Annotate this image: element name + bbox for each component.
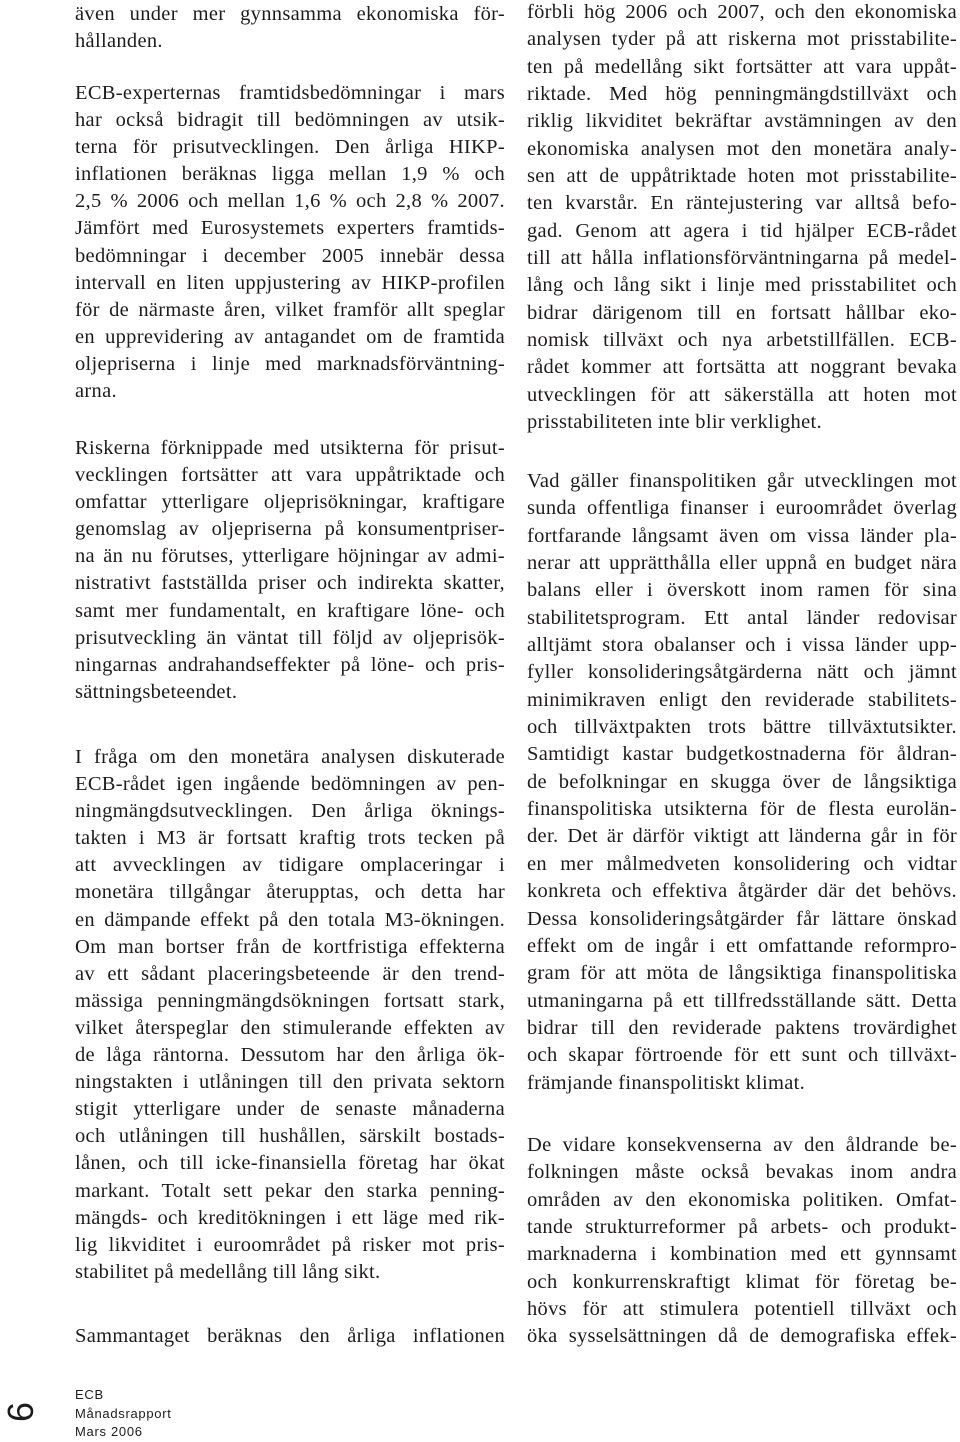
text-line: prisutveckling än väntat till följd av oljeprisök-	[75, 626, 505, 649]
text-line: riklig likviditet bekräftar avstämningen av den	[527, 110, 957, 133]
text-line: intervall en liten uppjustering av HIKP-profilen	[75, 271, 505, 294]
text-line: sen att de uppåtriktade hoten mot prisstabilite-	[527, 165, 957, 188]
left-column	[75, 0, 505, 1442]
text-line: nistrativt fastställda priser och indirekta skatter,	[75, 572, 505, 595]
right-column	[527, 0, 957, 1442]
text-line: ECB-experternas framtidsbedömningar i mars	[75, 82, 505, 104]
text-line: lånen, och till icke-finansiella företag har ökat	[75, 1152, 505, 1175]
text-line: prisstabiliteten inte blir verklighet.	[527, 411, 822, 434]
paragraph	[527, 0, 957, 437]
footer	[75, 1386, 172, 1442]
text-line: konkreta och effektiva åtgärder där det behövs.	[527, 880, 957, 903]
text-line: balans eller i överskott inom ramen för sina	[527, 579, 957, 602]
text-line: att avvecklingen av tidigare omplaceringar i	[75, 854, 505, 877]
text-line: lig likviditet i euroområdet på risker mot pris-	[75, 1233, 505, 1256]
text-line: ECB-rådet igen ingående bedömningen av pen-	[75, 773, 505, 796]
text-line: och skapar förtroende för ett sunt och tillväxt-	[527, 1044, 957, 1067]
text-line: bidrar därigenom till en fortsatt hållbar eko-	[527, 301, 957, 324]
text-line: lång och lång sikt i linje med prisstabilitet och	[527, 274, 957, 297]
text-line: takten i M3 är fortsatt kraftig trots tecken på	[75, 827, 505, 850]
text-line: samt mer fundamentalt, en kraftigare löne- och	[75, 599, 505, 622]
paragraph	[527, 468, 957, 1097]
text-line: Vad gäller finanspolitiken går utvecklingen mot	[527, 470, 957, 492]
text-line: av ett sådant placeringsbeteende är den trend-	[75, 962, 505, 985]
text-line: minimikraven enligt den reviderade stabilitets-	[527, 688, 957, 711]
text-line: sättningsbeteendet.	[75, 680, 238, 703]
text-line: även under mer gynnsamma ekonomiska för-	[75, 3, 505, 25]
text-line: oljepriserna i linje med marknadsförväntning-	[75, 352, 505, 375]
text-line: ningstakten i utlåningen till den privata sektorn	[75, 1071, 505, 1094]
text-line: arna.	[75, 380, 117, 403]
text-line: mässiga penningmängdsökningen fortsatt stark,	[75, 989, 505, 1012]
text-line: omfattar ytterligare oljeprisökningar, kraftigare	[75, 491, 505, 514]
text-line: de låga räntorna. Dessutom har den årliga ök-	[75, 1044, 505, 1067]
text-line: gram för att möta de långsiktiga finanspolitiska	[527, 962, 957, 985]
text-line: bidrar till den reviderade paktens trovärdighet	[527, 1016, 957, 1039]
text-line: ekonomiska analysen mot den monetära analy-	[527, 137, 957, 160]
text-line: områden av den ekonomiska politiken. Omfat-	[527, 1188, 957, 1211]
footer-issue: Mars 2006	[75, 1424, 143, 1439]
text-line: markant. Totalt sett pekar den starka penning-	[75, 1179, 505, 1202]
text-line: rådet kommer att fortsätta att noggrant bevaka	[527, 356, 957, 379]
text-line: för de närmaste åren, vilket framför allt speglar	[75, 298, 505, 321]
paragraph	[75, 80, 505, 405]
paragraph	[75, 1, 505, 55]
text-line: vecklingen fortsätter att vara uppåtriktade och	[75, 464, 505, 487]
text-line: der. Det är därför viktigt att länderna går in för	[527, 825, 957, 848]
text-line: en upprevidering av antagandet om de framtida	[75, 325, 505, 348]
footer-publication: Månadsrapport	[75, 1405, 172, 1421]
text-line: ningmängdsutvecklingen. Den årliga öknings-	[75, 800, 505, 823]
text-line: na än nu förutses, ytterligare höjningar av admi-	[75, 545, 505, 568]
text-line: bedömningar i december 2005 innebär dessa	[75, 244, 505, 267]
text-line: till att hålla inflationsförväntningarna på medel-	[527, 247, 957, 270]
text-line: Jämfört med Eurosystemets experters framtids-	[75, 217, 505, 240]
paragraph	[75, 744, 505, 1286]
footer-publisher: ECB	[75, 1387, 104, 1402]
text-line: Riskerna förknippade med utsikterna för prisut-	[75, 437, 505, 459]
text-line: nerar att upprätthålla eller uppnå en budget nära	[527, 552, 957, 575]
text-line: de befolkningar en skugga över de långsiktiga	[527, 770, 957, 793]
text-line: och tillväxtpakten trots bättre tillväxtutsikter.	[527, 716, 957, 739]
text-line: sunda offentliga finanser i euroområdet överlag	[527, 497, 957, 520]
text-line: och konkurrenskraftigt klimat för företag be-	[527, 1270, 957, 1293]
text-line: och utlåningen till hushållen, särskilt bostads-	[75, 1125, 505, 1148]
text-line: riktade. Med hög penningmängdstillväxt och	[527, 83, 957, 106]
text-line: finanspolitiska utsikterna för de flesta eurolän-	[527, 798, 957, 821]
text-line: stigit ytterligare under de senaste månaderna	[75, 1098, 505, 1121]
text-line: effekt om de ingår i ett omfattande reformpro-	[527, 934, 957, 957]
text-line: marknaderna i kombination med ett gynnsamt	[527, 1243, 957, 1266]
text-line: fortfarande långsamt även om vissa länder pla-	[527, 524, 957, 547]
text-line: en dämpande effekt på den totala M3-ökningen.	[75, 908, 505, 931]
text-line: I fråga om den monetära analysen diskuterade	[75, 746, 505, 768]
text-line: främjande finanspolitiskt klimat.	[527, 1071, 806, 1094]
text-line: monetära tillgångar återupptas, och detta har	[75, 881, 505, 904]
text-line: tande strukturreformer på arbets- och produkt-	[527, 1216, 957, 1239]
text-line: stabilitetsprogram. Ett antal länder redovisar	[527, 606, 957, 629]
text-line: ten kvarstår. En räntejustering var alltså befo-	[527, 192, 957, 215]
text-line: Samtidigt kastar budgetkostnaderna för åldran-	[527, 743, 957, 766]
text-line: ten på medellång sikt fortsätter att vara uppåt-	[527, 55, 957, 78]
text-line: utmaningarna på ett tillfredsställande sätt. Detta	[527, 989, 957, 1012]
text-line: utvecklingen för att säkerställa att hoten mot	[527, 383, 957, 406]
text-line: öka sysselsättningen då de demografiska effek-	[527, 1325, 957, 1348]
text-line: De vidare konsekvenserna av den åldrande be-	[527, 1134, 957, 1156]
text-line: Dessa konsolideringsåtgärder får lättare önskad	[527, 907, 957, 930]
text-line: Sammantaget beräknas den årliga inflationen	[75, 1325, 505, 1347]
text-line: genomslag av oljepriserna på konsumentpriser-	[75, 518, 505, 541]
paragraph	[527, 1132, 957, 1351]
text-line: nomisk tillväxt och nya arbetstillfällen. ECB-	[527, 329, 957, 352]
text-line: 2,5 % 2006 och mellan 1,6 % och 2,8 % 2007.	[75, 190, 505, 213]
text-line: ningarnas andrahandseffekter på löne- och pris-	[75, 653, 505, 676]
text-line: hövs för att stimulera potentiell tillväxt och	[527, 1298, 957, 1321]
paragraph	[75, 1323, 505, 1350]
text-line: fyller konsolideringsåtgärderna nätt och jämnt	[527, 661, 957, 684]
text-line: folkningen måste också bevakas inom andra	[527, 1161, 957, 1184]
text-line: analysen tyder på att riskerna mot prisstabilite-	[527, 28, 957, 51]
text-line: stabilitet på medellång till lång sikt.	[75, 1260, 381, 1283]
text-line: en mer målmedveten konsolidering och vidtar	[527, 852, 957, 875]
text-line: terna för prisutvecklingen. Den årliga HIKP-	[75, 136, 505, 159]
text-line: mängds- och kreditökningen i ett läge med rik-	[75, 1206, 505, 1229]
text-line: gad. Genom att agera i tid hjälper ECB-rådet	[527, 219, 957, 242]
text-line: vilket återspeglar den stimulerande effekten av	[75, 1016, 505, 1039]
text-line: hållanden.	[75, 30, 163, 53]
text-line: inflationen beräknas ligga mellan 1,9 % och	[75, 163, 505, 186]
text-line: Om man bortser från de kortfristiga effekterna	[75, 935, 505, 958]
page-number: 6	[0, 1401, 41, 1423]
text-line: har också bidragit till bedömningen av utsik-	[75, 109, 505, 132]
text-line: alltjämt stora obalanser och i vissa länder upp-	[527, 634, 957, 657]
text-line: förbli hög 2006 och 2007, och den ekonomiska	[527, 1, 957, 23]
paragraph	[75, 435, 505, 706]
